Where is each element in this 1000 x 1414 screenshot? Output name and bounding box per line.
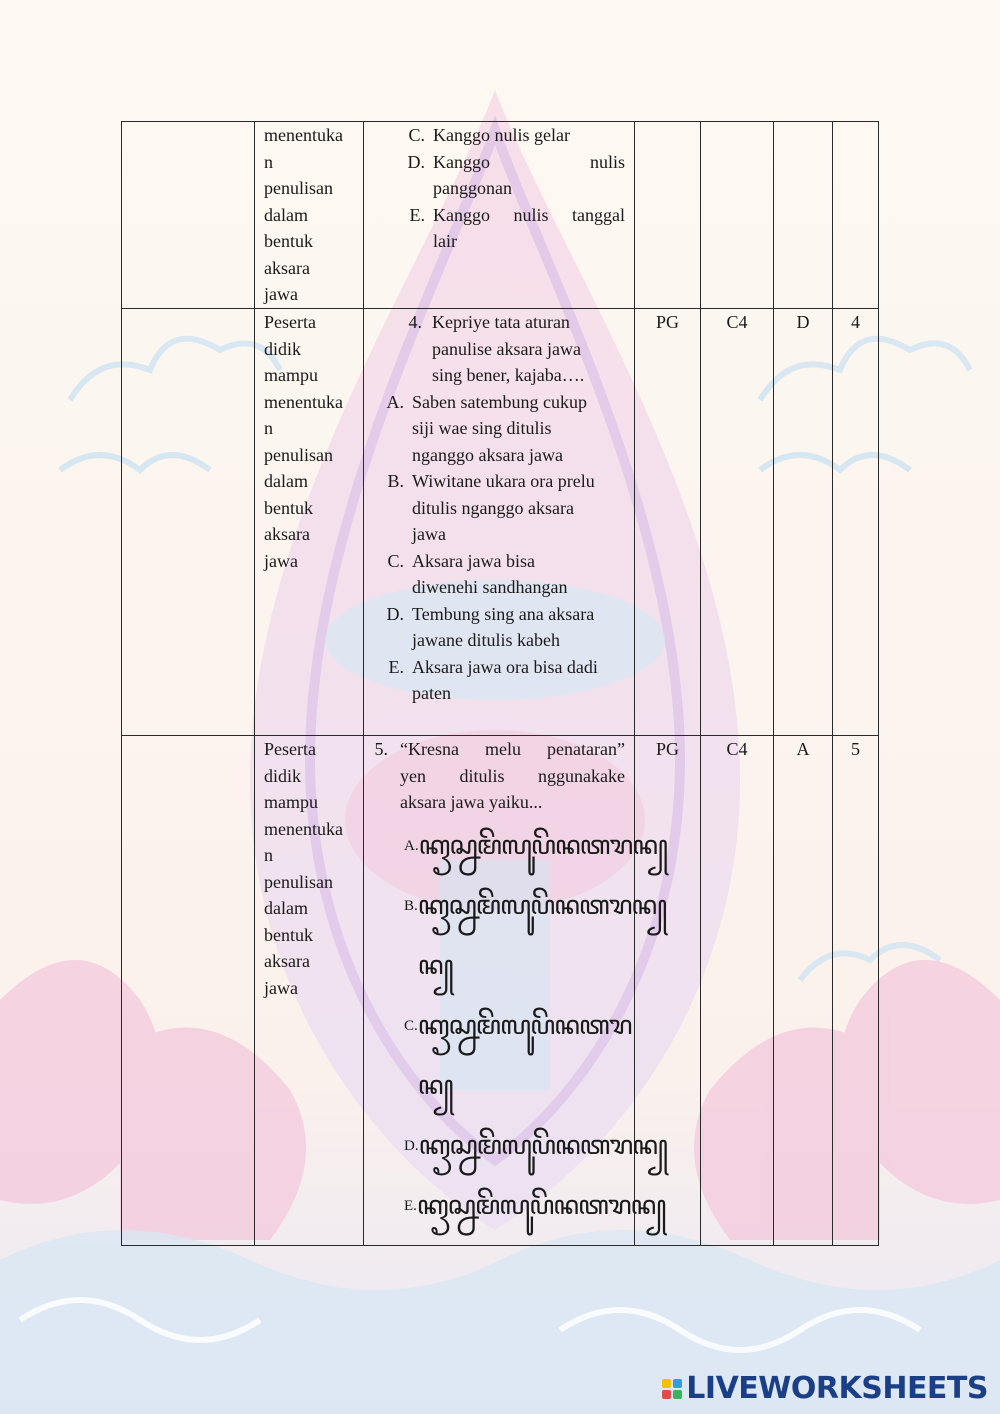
option-c bbox=[399, 122, 625, 149]
option-letter: E. bbox=[404, 1197, 417, 1214]
option-c bbox=[404, 996, 632, 1116]
option-letter: C. bbox=[408, 125, 425, 145]
option-text: Wiwitane ukara ora prelu ditulis nganggo aksara jawa bbox=[412, 471, 595, 544]
logo-square bbox=[673, 1379, 682, 1388]
option-text: Kanggo nulis tanggal bbox=[433, 204, 625, 225]
option-text: Kanggo nulis bbox=[433, 151, 625, 172]
option-d bbox=[382, 601, 625, 654]
option-e bbox=[404, 1176, 666, 1236]
competency-cell bbox=[122, 309, 255, 736]
liveworksheets-logo-icon bbox=[662, 1379, 682, 1399]
question-stem bbox=[370, 736, 625, 816]
indicator-text: Peserta didik mampu menentuka n penulisan dalam bentuk aksara jawa bbox=[264, 312, 343, 571]
option-text: Kanggo nulis gelar bbox=[433, 125, 570, 145]
indicator-text: Peserta didik mampu menentuka n penulisan dalam bentuk aksara jawa bbox=[264, 739, 343, 998]
option-d bbox=[404, 1116, 668, 1176]
option-text: panggonan bbox=[433, 178, 512, 198]
option-letter: C. bbox=[387, 550, 404, 571]
question-text: aksara jawa yaiku... bbox=[400, 792, 543, 812]
option-letter: D. bbox=[386, 603, 404, 624]
option-letter: A. bbox=[386, 391, 404, 412]
option-javanese-text: ꦏꦽꦱ꧀ꦤꦩꦼꦭꦸꦥꦼꦤꦠꦫꦤ꧀ bbox=[418, 1130, 668, 1161]
table-row bbox=[122, 122, 879, 309]
option-letter: C. bbox=[404, 1017, 418, 1034]
option-text-block bbox=[425, 149, 625, 202]
question-number: 4. bbox=[408, 312, 422, 332]
option-javanese-text: ꦤ꧀ bbox=[417, 950, 453, 981]
option-javanese-text: ꦏꦽꦱ꧀ꦤꦩꦼꦭꦸꦥꦼꦤꦠꦫ bbox=[417, 1010, 632, 1041]
number-cell bbox=[833, 122, 879, 309]
type-cell: PG bbox=[635, 309, 701, 736]
logo-square bbox=[673, 1390, 682, 1399]
question-stem bbox=[382, 309, 625, 389]
key-cell bbox=[774, 122, 833, 309]
question-text-block bbox=[388, 736, 625, 816]
option-letter: E. bbox=[388, 656, 404, 677]
option-letter: B. bbox=[404, 897, 418, 914]
option-text: Saben satembung cukup siji wae sing ditulis nganggo aksara jawa bbox=[412, 391, 587, 465]
question-number: 5. bbox=[374, 739, 388, 759]
option-text-block bbox=[425, 202, 625, 255]
indicator-cell bbox=[255, 122, 364, 309]
number-cell: 4 bbox=[833, 309, 879, 736]
level-cell: C4 bbox=[701, 736, 774, 1246]
option-b bbox=[382, 468, 625, 548]
question-text: “Kresna melu penataran” bbox=[400, 739, 625, 759]
option-letter: B. bbox=[387, 471, 404, 491]
key-cell: A bbox=[774, 736, 833, 1246]
competency-cell bbox=[122, 122, 255, 309]
option-letter: D. bbox=[407, 151, 425, 172]
watermark-text: LIVEWORKSHEETS bbox=[686, 1371, 988, 1406]
option-c bbox=[382, 548, 625, 601]
type-cell bbox=[635, 122, 701, 309]
question-cell bbox=[364, 309, 635, 736]
question-text: yen ditulis nggunakake bbox=[400, 765, 625, 786]
option-text: Tembung sing ana aksara jawane ditulis kabeh bbox=[412, 603, 595, 650]
competency-cell bbox=[122, 736, 255, 1246]
table-row bbox=[122, 309, 879, 736]
indicator-cell bbox=[255, 309, 364, 736]
option-text: Aksara jawa ora bisa dadi paten bbox=[412, 656, 598, 703]
type-cell: PG bbox=[635, 736, 701, 1246]
question-text: Kepriye tata aturan panulise aksara jawa sing bener, kajaba…. bbox=[432, 312, 585, 385]
number-cell: 5 bbox=[833, 736, 879, 1246]
option-javanese-text: ꦏꦽꦱ꧀ꦤꦩꦼꦭꦸꦥꦼꦤꦠꦫꦤ꧀ bbox=[418, 830, 668, 861]
option-javanese-block bbox=[418, 996, 632, 1116]
key-cell: D bbox=[774, 309, 833, 736]
option-javanese-text: ꦏꦽꦱ꧀ꦤꦩꦼꦭꦸꦥꦼꦤꦠꦫꦤ꧀ bbox=[417, 890, 667, 921]
option-letter: A. bbox=[404, 837, 419, 854]
option-a bbox=[382, 389, 625, 469]
option-d bbox=[399, 149, 625, 202]
javanese-options bbox=[370, 816, 668, 1236]
indicator-text: menentuka n penulisan dalam bentuk aksara jawa bbox=[264, 125, 343, 304]
option-text: Aksara jawa bisa diwenehi sandhangan bbox=[412, 550, 568, 597]
table-row bbox=[122, 736, 879, 1246]
level-cell bbox=[701, 122, 774, 309]
option-javanese-text: ꦤ꧀ bbox=[417, 1070, 453, 1101]
option-javanese-block bbox=[418, 876, 666, 996]
option-b bbox=[404, 876, 667, 996]
option-e bbox=[399, 202, 625, 255]
option-javanese-text: ꦏꦽꦱ꧀ꦤꦩꦼꦭꦸꦥꦼꦤꦠꦫꦤ꧀ bbox=[416, 1190, 666, 1221]
logo-square bbox=[662, 1379, 671, 1388]
option-e bbox=[382, 654, 625, 707]
option-letter: D. bbox=[404, 1137, 419, 1154]
indicator-cell bbox=[255, 736, 364, 1246]
option-letter: E. bbox=[409, 204, 425, 225]
option-text: lair bbox=[433, 231, 457, 251]
question-cell bbox=[364, 122, 635, 309]
logo-square bbox=[662, 1390, 671, 1399]
level-cell: C4 bbox=[701, 309, 774, 736]
question-grid-table bbox=[121, 121, 879, 1246]
option-a bbox=[404, 816, 668, 876]
liveworksheets-watermark[interactable] bbox=[662, 1371, 988, 1406]
